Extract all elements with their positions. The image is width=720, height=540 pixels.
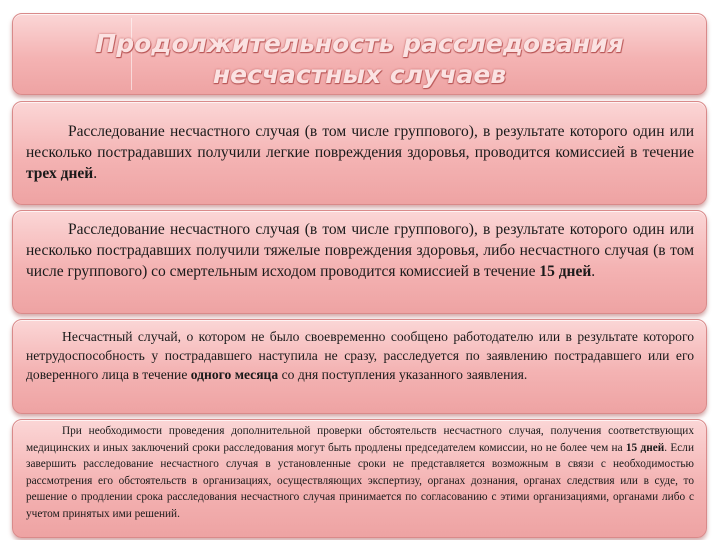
info-block-severe-injuries xyxy=(12,210,707,314)
block-text-deadline: 15 дней xyxy=(539,263,592,280)
block-text-deadline: одного месяца xyxy=(190,367,279,382)
block-text-tail: . xyxy=(93,165,98,182)
info-block-late-report xyxy=(12,319,707,414)
block-text-tail: . xyxy=(591,263,596,280)
block-text-main: Несчастный случай, о котором не было своевременно сообщено работодателю или в результате которого нетрудоспособность у пострадавшего наступила не сразу, расследуется по заявлению пострадавшего или его доверенного лица в течение xyxy=(26,329,694,382)
title-banner xyxy=(12,13,707,95)
block-text-deadline: 15 дней xyxy=(625,441,665,454)
block-text xyxy=(26,423,694,523)
block-text-tail: со дня поступления указанного заявления. xyxy=(278,367,528,382)
block-text xyxy=(26,327,694,384)
block-text-deadline: трех дней xyxy=(26,165,94,182)
block-text xyxy=(26,121,694,184)
block-text-main: При необходимости проведения дополнительной проверки обстоятельств несчастного случая, получения соответствующих медицинских и иных заключений сроки расследования могут быть продлены председателем комиссии, но не более чем на xyxy=(26,425,694,454)
info-block-light-injuries xyxy=(12,101,707,205)
info-block-extension xyxy=(12,419,707,538)
block-text xyxy=(26,219,694,282)
block-text-main: Расследование несчастного случая (в том числе группового), в результате которого один или несколько пострадавших получили тяжелые повреждения здоровья, либо несчастного случая (в том числе группового) со смертельным исходом проводится комиссией в течение xyxy=(26,221,694,280)
block-text-tail: . Если завершить расследование несчастного случая в установленные сроки не представляется возможным в связи с необходимостью рассмотрения его обстоятельств в организациях, осуществляющих экспертизу, органах дознания, органах следствия или в суде, то решение о продлении срока расследования несчастного случая принимается по согласованию с этими организациями, органами либо с учетом принятых ими решений. xyxy=(26,441,694,520)
block-text-main: Расследование несчастного случая (в том числе группового), в результате которого один или несколько пострадавших получили легкие повреждения здоровья, проводится комиссией в течение xyxy=(26,123,694,161)
page-title: Продолжительность расследования несчастных случаев xyxy=(95,29,624,89)
